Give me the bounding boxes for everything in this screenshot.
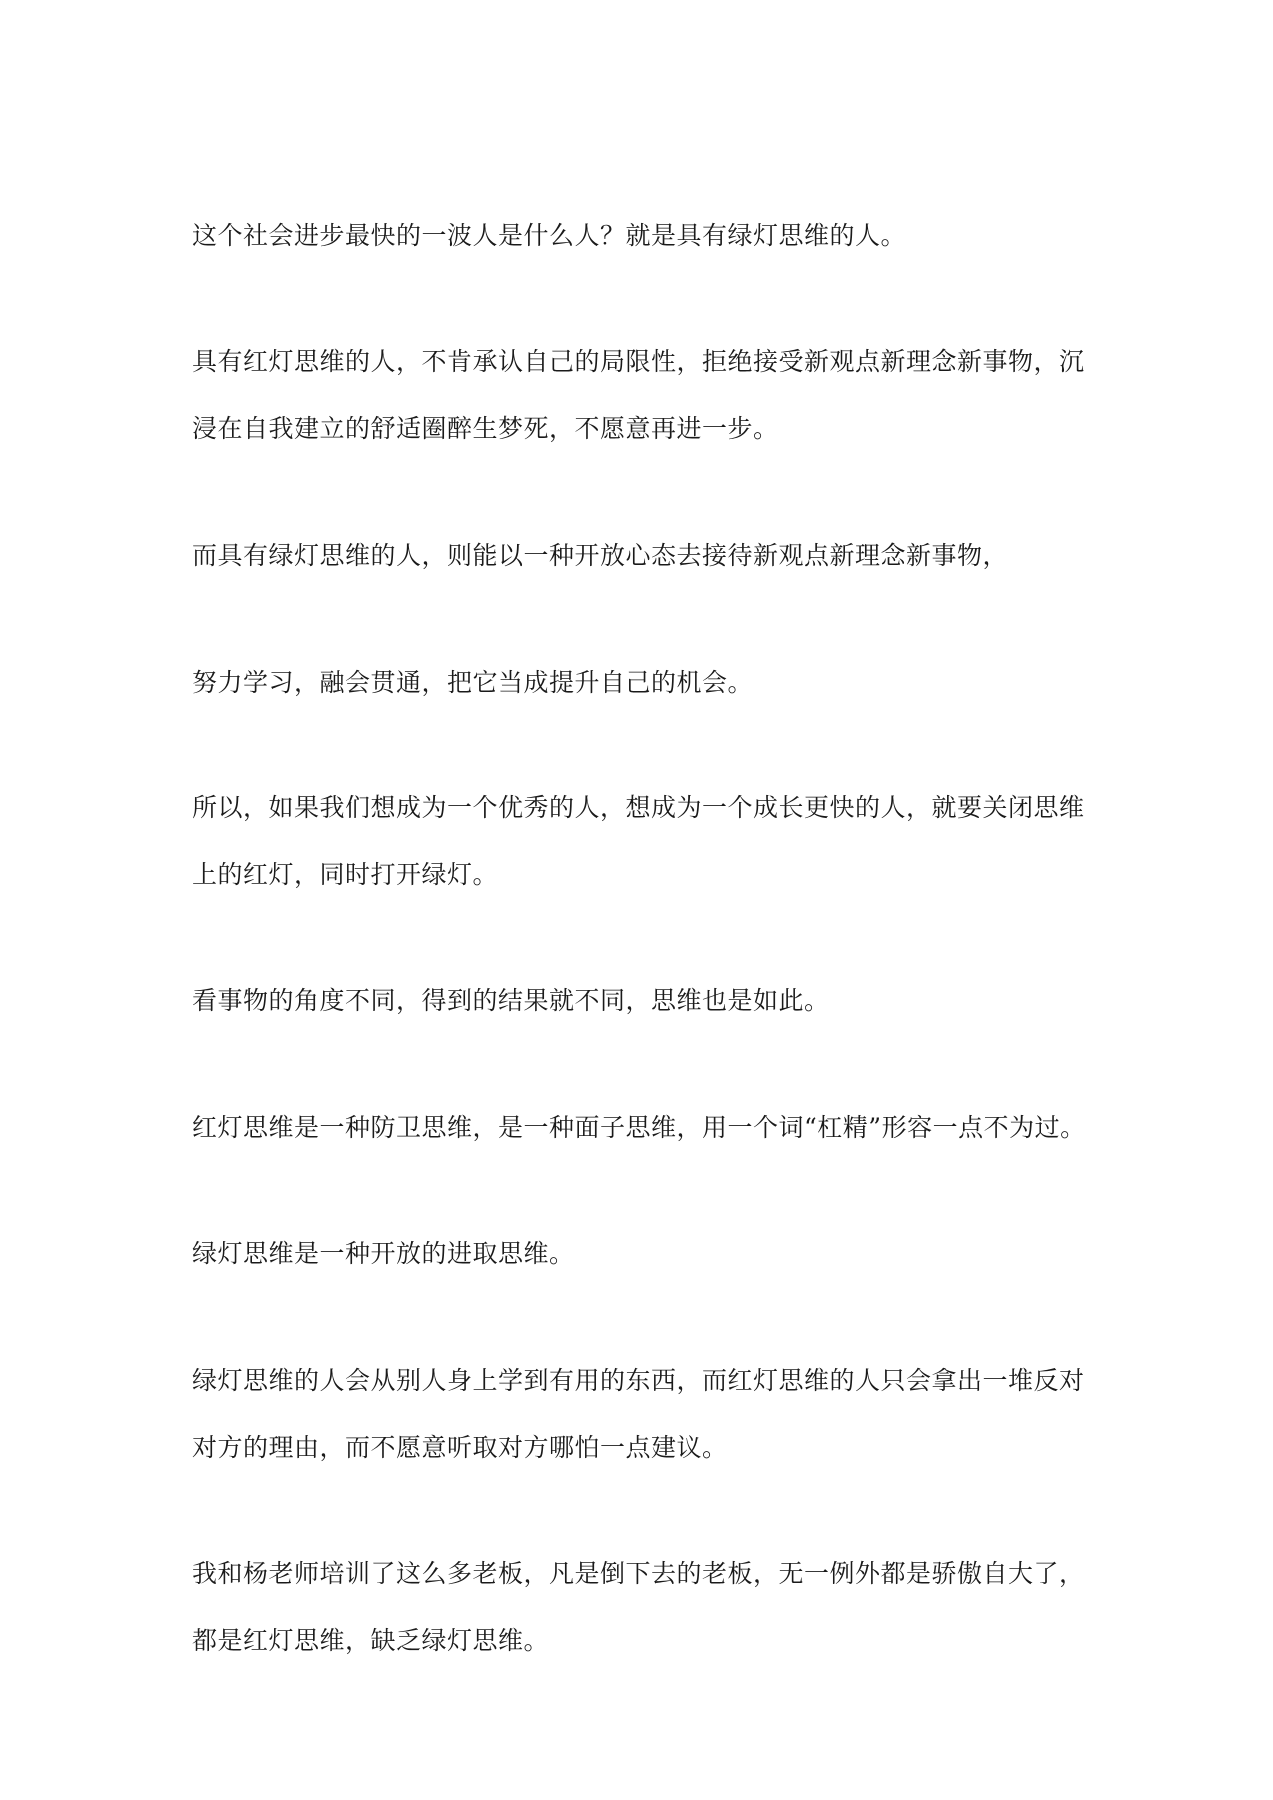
paragraph-9-line-1: 绿灯思维的人会从别人身上学到有用的东西，而红灯思维的人只会拿出一堆反对 — [192, 1366, 1085, 1395]
paragraph-8-line-1: 绿灯思维是一种开放的进取思维。 — [192, 1239, 575, 1268]
paragraph-5-line-1: 所以，如果我们想成为一个优秀的人，想成为一个成长更快的人，就要关闭思维 — [192, 793, 1085, 822]
paragraph-3-line-1: 而具有绿灯思维的人，则能以一种开放心态去接待新观点新理念新事物， — [192, 541, 1009, 570]
paragraph-2-line-1: 具有红灯思维的人，不肯承认自己的局限性，拒绝接受新观点新理念新事物，沉 — [192, 347, 1085, 376]
paragraph-5-line-2: 上的红灯，同时打开绿灯。 — [192, 860, 499, 889]
paragraph-10-line-1: 我和杨老师培训了这么多老板，凡是倒下去的老板，无一例外都是骄傲自大了， — [192, 1559, 1085, 1588]
paragraph-2-line-2: 浸在自我建立的舒适圈醉生梦死，不愿意再进一步。 — [192, 414, 779, 443]
paragraph-1-line-1: 这个社会进步最快的一波人是什么人？就是具有绿灯思维的人。 — [192, 221, 907, 250]
paragraph-9-line-2: 对方的理由，而不愿意听取对方哪怕一点建议。 — [192, 1433, 728, 1462]
paragraph-10-line-2: 都是红灯思维，缺乏绿灯思维。 — [192, 1626, 550, 1655]
paragraph-4-line-1: 努力学习，融会贯通，把它当成提升自己的机会。 — [192, 668, 754, 697]
paragraph-7-line-1: 红灯思维是一种防卫思维，是一种面子思维，用一个词“杠精”形容一点不为过。 — [192, 1113, 1086, 1142]
paragraph-6-line-1: 看事物的角度不同，得到的结果就不同，思维也是如此。 — [192, 986, 830, 1015]
